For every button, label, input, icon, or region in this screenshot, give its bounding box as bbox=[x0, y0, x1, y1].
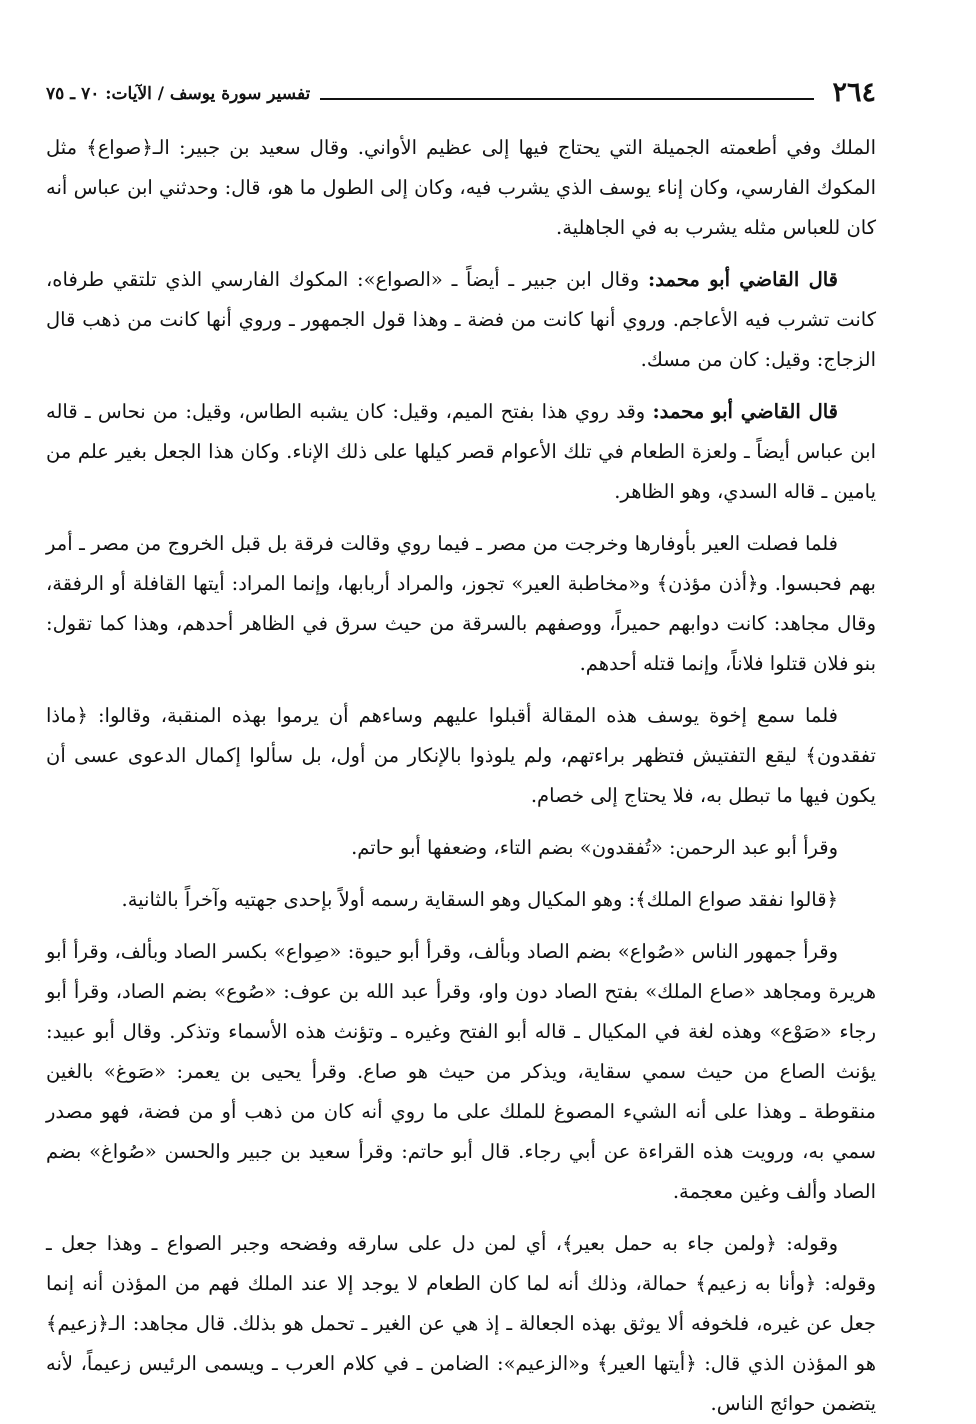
paragraph-4 bbox=[46, 524, 876, 684]
paragraph-2 bbox=[46, 260, 876, 380]
paragraph-text: فلما سمع إخوة يوسف هذه المقالة أقبلوا عليهم وساءهم أن يرموا بهذه المنقبة، وقالوا: ﴿ماذا تفقدون﴾ ليقع التفتيش فتظهر براءتهم، ولم يلوذوا بالإنكار من أول، بل سألوا إكمال الدعوى عسى أن يكون فيها ما تبطل به، فلا يحتاج إلى خصام. bbox=[46, 704, 876, 807]
paragraph-text: وقد روي هذا بفتح الميم، وقيل: كان يشبه الطاس، وقيل: من نحاس ـ قاله ابن عباس أيضاً ـ ولعزة الطعام في تلك الأعوام قصر كيلها على ذلك الإناء. وكان هذا الجعل بغير علم من يامين ـ قاله السدي، وهو الظاهر. bbox=[46, 400, 876, 503]
page-header bbox=[46, 78, 876, 108]
paragraph-text: الملك وفي أطعمته الجميلة التي يحتاج فيها إلى عظيم الأواني. وقال سعيد بن جبير: الـ﴿صواع﴾ مثل المكوك الفارسي، وكان إناء يوسف الذي يشرب فيه، وكان إلى الطول ما هو، قال: وحدثني ابن عباس أنه كان للعباس مثله يشرب به في الجاهلية. bbox=[46, 136, 876, 239]
paragraph-text: وقال ابن جبير ـ أيضاً ـ «الصواع»: المكوك الفارسي الذي تلتقي طرفاه، كانت تشرب فيه الأعاجم. وروي أنها كانت من فضة ـ وهذا قول الجمهور ـ وروي أنها كانت من ذهب قال الزجاج: وقيل: كان من مسك. bbox=[46, 268, 876, 371]
paragraph-text: وقرأ أبو عبد الرحمن: «تُفقدون» بضم التاء، وضعفها أبو حاتم. bbox=[351, 836, 838, 859]
paragraph-text: وقوله: ﴿ولمن جاء به حمل بعير﴾، أي لمن دل على سارقه وفضحه وجبر الصواع ـ وهذا جعل ـ وقوله: ﴿وأنا به زعيم﴾ حمالة، وذلك أنه لما كان الطعام لا يوجد إلا عند الملك فهم من المؤذن أنه إنما جعل عن غيره، فلخوفه ألا يوثق بهذه الجعالة ـ إذ هي عن الغير ـ تحمل هو بذلك. قال مجاهد: الـ﴿زعيم﴾ هو المؤذن الذي قال: ﴿أيتها العير﴾ و«الزعيم»: الضامن ـ في كلام العرب ـ ويسمى الرئيس زعيماً، لأنه يتضمن حوائج الناس. bbox=[46, 1232, 876, 1415]
paragraph-text: وقرأ جمهور الناس «صُواع» بضم الصاد وبألف، وقرأ أبو حيوة: «صِواع» بكسر الصاد وبألف، وقرأ أبو هريرة ومجاهد «صاع الملك» بفتح الصاد دون واو، وقرأ عبد الله بن عوف: «صُوع» بضم الصاد، وقرأ أبو رجاء «صَوْع» وهذه لغة في المكيال ـ قاله أبو الفتح وغيره ـ وتؤنث هذه الأسماء وتذكر. وقال أبو عبيد: يؤنث الصاع من حيث سمي سقاية، ويذكر من حيث هو صاع. وقرأ يحيى بن يعمر: «صَوغ» بالغين منقوطة ـ وهذا على أنه الشيء المصوغ للملك على ما روي أنه كان من ذهب أو من فضة، فهو مصدر سمي به، ورويت هذه القراءة عن أبي رجاء. قال أبو حاتم: وقرأ سعيد بن جبير والحسن «صُواغ» بضم الصاد وألف وغين معجمة. bbox=[46, 940, 876, 1203]
speaker-label: قال القاضي أبو محمد: bbox=[652, 400, 839, 423]
paragraph-9 bbox=[46, 1224, 876, 1424]
page-number: ٢٦٤ bbox=[832, 77, 876, 108]
speaker-label: قال القاضي أبو محمد: bbox=[648, 268, 838, 291]
paragraph-6 bbox=[46, 828, 876, 868]
paragraph-text: فلما فصلت العير بأوفارها وخرجت من مصر ـ فيما روي وقالت فرقة بل قبل الخروج من مصر ـ أمر بهم فحبسوا. و﴿أذن مؤذن﴾ و«مخاطبة العير» تجوز، والمراد أربابها، وإنما المراد: أيتها القافلة أو الرفقة، وقال مجاهد: كانت دوابهم حميراً، ووصفهم بالسرقة من حيث سرق في الظاهر أحدهم، وهذا كما تقول: بنو فلان قتلوا فلاناً، وإنما قتله أحدهم. bbox=[46, 532, 876, 675]
body-text bbox=[46, 128, 876, 1424]
running-title: تفسير سورة يوسف / الآيات: ٧٠ ـ ٧٥ bbox=[46, 84, 311, 104]
paragraph-1 bbox=[46, 128, 876, 248]
paragraph-text: ﴿قالوا نفقد صواع الملك﴾: وهو المكيال وهو السقاية رسمه أولاً بإحدى جهتيه وآخراً بالثانية. bbox=[121, 888, 838, 911]
paragraph-5 bbox=[46, 696, 876, 816]
header-rule bbox=[320, 98, 814, 100]
paragraph-8 bbox=[46, 932, 876, 1212]
paragraph-7 bbox=[46, 880, 876, 920]
paragraph-3 bbox=[46, 392, 876, 512]
